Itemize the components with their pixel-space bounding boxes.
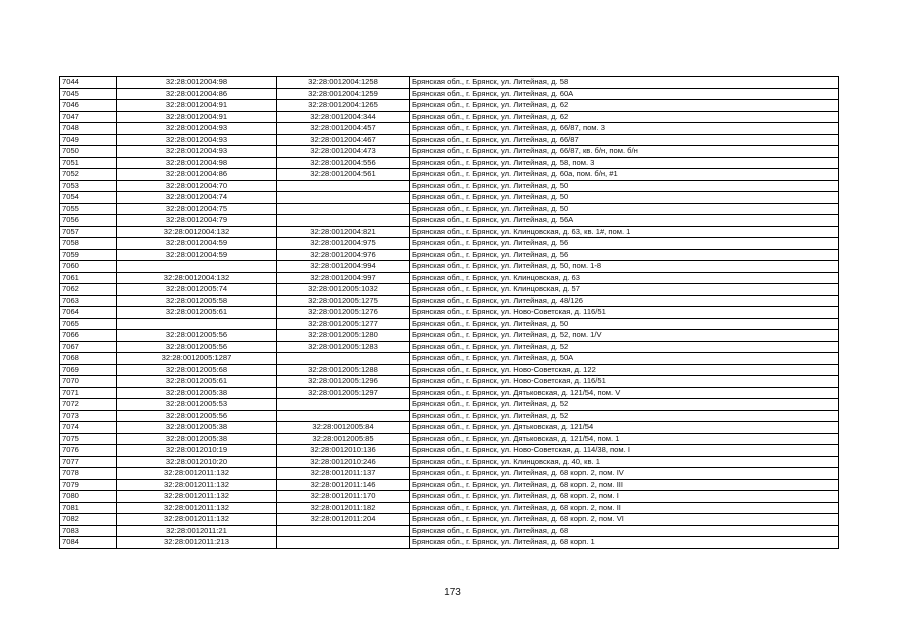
building-number-cell: 32:28:0012011:204 [277, 514, 410, 526]
land-parcel-number-cell: 32:28:0012011:132 [117, 468, 277, 480]
land-parcel-number-cell: 32:28:0012005:38 [117, 387, 277, 399]
address-cell: Брянская обл., г. Брянск, ул. Ново-Советская, д. 116/51 [410, 376, 839, 388]
land-parcel-number-cell: 32:28:0012005:56 [117, 330, 277, 342]
building-number-cell [277, 180, 410, 192]
address-cell: Брянская обл., г. Брянск, ул. Клинцовская, д. 40, кв. 1 [410, 456, 839, 468]
building-number-cell [277, 525, 410, 537]
address-cell: Брянская обл., г. Брянск, ул. Литейная, д. 50 [410, 203, 839, 215]
table-row [60, 100, 839, 112]
row-number-cell: 7073 [60, 410, 117, 422]
page-number: 173 [444, 587, 461, 598]
building-number-cell [277, 537, 410, 549]
building-number-cell: 32:28:0012005:1280 [277, 330, 410, 342]
building-number-cell: 32:28:0012004:561 [277, 169, 410, 181]
address-cell: Брянская обл., г. Брянск, ул. Литейная, д. 52 [410, 399, 839, 411]
row-number-cell: 7080 [60, 491, 117, 503]
table-row [60, 215, 839, 227]
address-cell: Брянская обл., г. Брянск, ул. Литейная, д. 58 [410, 77, 839, 89]
building-number-cell [277, 215, 410, 227]
table-row [60, 330, 839, 342]
address-cell: Брянская обл., г. Брянск, ул. Литейная, д. 60А [410, 88, 839, 100]
land-parcel-number-cell: 32:28:0012004:59 [117, 249, 277, 261]
address-cell: Брянская обл., г. Брянск, ул. Литейная, д. 56 [410, 238, 839, 250]
address-cell: Брянская обл., г. Брянск, ул. Литейная, д. 50 [410, 318, 839, 330]
land-parcel-number-cell: 32:28:0012005:56 [117, 410, 277, 422]
row-number-cell: 7054 [60, 192, 117, 204]
address-cell: Брянская обл., г. Брянск, ул. Литейная, д. 52 [410, 341, 839, 353]
building-number-cell: 32:28:0012005:1288 [277, 364, 410, 376]
land-parcel-number-cell: 32:28:0012004:132 [117, 226, 277, 238]
address-cell: Брянская обл., г. Брянск, ул. Литейная, д. 50, пом. 1-8 [410, 261, 839, 273]
address-cell: Брянская обл., г. Брянск, ул. Литейная, д. 58, пом. 3 [410, 157, 839, 169]
building-number-cell: 32:28:0012004:976 [277, 249, 410, 261]
building-number-cell [277, 399, 410, 411]
address-cell: Брянская обл., г. Брянск, ул. Ново-Советская, д. 116/51 [410, 307, 839, 319]
land-parcel-number-cell: 32:28:0012004:132 [117, 272, 277, 284]
address-cell: Брянская обл., г. Брянск, ул. Литейная, д. 62 [410, 100, 839, 112]
land-parcel-number-cell: 32:28:0012005:61 [117, 376, 277, 388]
land-parcel-number-cell: 32:28:0012004:70 [117, 180, 277, 192]
table-row [60, 353, 839, 365]
land-parcel-number-cell: 32:28:0012005:68 [117, 364, 277, 376]
building-number-cell: 32:28:0012011:170 [277, 491, 410, 503]
building-number-cell: 32:28:0012004:457 [277, 123, 410, 135]
land-parcel-number-cell: 32:28:0012004:91 [117, 111, 277, 123]
building-number-cell: 32:28:0012004:1259 [277, 88, 410, 100]
address-cell: Брянская обл., г. Брянск, ул. Литейная, д. 66/87, кв. б/н, пом. б/н [410, 146, 839, 158]
land-parcel-number-cell: 32:28:0012004:86 [117, 169, 277, 181]
table-row [60, 77, 839, 89]
table-row [60, 364, 839, 376]
address-cell: Брянская обл., г. Брянск, ул. Литейная, д. 52, пом. 1/V [410, 330, 839, 342]
row-number-cell: 7074 [60, 422, 117, 434]
address-cell: Брянская обл., г. Брянск, ул. Литейная, д. 68 корп. 1 [410, 537, 839, 549]
row-number-cell: 7058 [60, 238, 117, 250]
address-cell: Брянская обл., г. Брянск, ул. Клинцовская, д. 63 [410, 272, 839, 284]
building-number-cell: 32:28:0012005:1275 [277, 295, 410, 307]
address-cell: Брянская обл., г. Брянск, ул. Литейная, д. 56А [410, 215, 839, 227]
table-row [60, 88, 839, 100]
building-number-cell: 32:28:0012011:137 [277, 468, 410, 480]
row-number-cell: 7047 [60, 111, 117, 123]
table-row [60, 468, 839, 480]
building-number-cell [277, 353, 410, 365]
building-number-cell: 32:28:0012011:146 [277, 479, 410, 491]
row-number-cell: 7057 [60, 226, 117, 238]
row-number-cell: 7075 [60, 433, 117, 445]
table-row [60, 410, 839, 422]
address-cell: Брянская обл., г. Брянск, ул. Литейная, д. 68 корп. 2, пом. IV [410, 468, 839, 480]
building-number-cell: 32:28:0012004:994 [277, 261, 410, 273]
row-number-cell: 7079 [60, 479, 117, 491]
row-number-cell: 7072 [60, 399, 117, 411]
row-number-cell: 7071 [60, 387, 117, 399]
table-row [60, 537, 839, 549]
row-number-cell: 7078 [60, 468, 117, 480]
address-cell: Брянская обл., г. Брянск, ул. Клинцовская, д. 63, кв. 1#, пом. 1 [410, 226, 839, 238]
row-number-cell: 7051 [60, 157, 117, 169]
row-number-cell: 7076 [60, 445, 117, 457]
table-row [60, 341, 839, 353]
row-number-cell: 7046 [60, 100, 117, 112]
address-cell: Брянская обл., г. Брянск, ул. Литейная, д. 50 [410, 180, 839, 192]
land-parcel-number-cell: 32:28:0012004:79 [117, 215, 277, 227]
address-cell: Брянская обл., г. Брянск, ул. Литейная, д. 68 корп. 2, пом. VI [410, 514, 839, 526]
address-cell: Брянская обл., г. Брянск, ул. Дятьковская, д. 121/54, пом. 1 [410, 433, 839, 445]
land-parcel-number-cell: 32:28:0012004:98 [117, 77, 277, 89]
building-number-cell: 32:28:0012005:1296 [277, 376, 410, 388]
row-number-cell: 7067 [60, 341, 117, 353]
land-parcel-number-cell: 32:28:0012004:59 [117, 238, 277, 250]
address-cell: Брянская обл., г. Брянск, ул. Дятьковская, д. 121/54, пом. V [410, 387, 839, 399]
land-parcel-number-cell: 32:28:0012011:213 [117, 537, 277, 549]
land-parcel-number-cell: 32:28:0012010:20 [117, 456, 277, 468]
land-parcel-number-cell: 32:28:0012005:61 [117, 307, 277, 319]
table-row [60, 111, 839, 123]
table-row [60, 387, 839, 399]
table-row [60, 433, 839, 445]
table-row [60, 226, 839, 238]
building-number-cell: 32:28:0012005:84 [277, 422, 410, 434]
table-row [60, 157, 839, 169]
address-cell: Брянская обл., г. Брянск, ул. Литейная, д. 62 [410, 111, 839, 123]
table-row [60, 146, 839, 158]
row-number-cell: 7050 [60, 146, 117, 158]
table-row [60, 491, 839, 503]
building-number-cell: 32:28:0012004:467 [277, 134, 410, 146]
building-number-cell: 32:28:0012004:344 [277, 111, 410, 123]
building-number-cell [277, 203, 410, 215]
building-number-cell: 32:28:0012005:1283 [277, 341, 410, 353]
land-parcel-number-cell: 32:28:0012004:93 [117, 134, 277, 146]
table-row [60, 399, 839, 411]
address-cell: Брянская обл., г. Брянск, ул. Литейная, д. 56 [410, 249, 839, 261]
land-parcel-number-cell: 32:28:0012011:132 [117, 514, 277, 526]
row-number-cell: 7077 [60, 456, 117, 468]
table-row [60, 307, 839, 319]
land-parcel-number-cell: 32:28:0012005:53 [117, 399, 277, 411]
table-row [60, 318, 839, 330]
address-cell: Брянская обл., г. Брянск, ул. Ново-Советская, д. 122 [410, 364, 839, 376]
address-cell: Брянская обл., г. Брянск, ул. Литейная, д. 60а, пом. б/н, #1 [410, 169, 839, 181]
land-parcel-number-cell: 32:28:0012004:74 [117, 192, 277, 204]
table-row [60, 502, 839, 514]
table-row [60, 272, 839, 284]
address-cell: Брянская обл., г. Брянск, ул. Литейная, д. 50А [410, 353, 839, 365]
address-cell: Брянская обл., г. Брянск, ул. Литейная, д. 66/87, пом. 3 [410, 123, 839, 135]
land-parcel-number-cell: 32:28:0012004:75 [117, 203, 277, 215]
address-cell: Брянская обл., г. Брянск, ул. Литейная, д. 68 [410, 525, 839, 537]
address-cell: Брянская обл., г. Брянск, ул. Литейная, д. 50 [410, 192, 839, 204]
row-number-cell: 7081 [60, 502, 117, 514]
row-number-cell: 7083 [60, 525, 117, 537]
building-number-cell: 32:28:0012004:556 [277, 157, 410, 169]
land-parcel-number-cell: 32:28:0012005:74 [117, 284, 277, 296]
row-number-cell: 7045 [60, 88, 117, 100]
building-number-cell: 32:28:0012004:1265 [277, 100, 410, 112]
table-row [60, 192, 839, 204]
land-parcel-number-cell: 32:28:0012005:38 [117, 433, 277, 445]
table-row [60, 456, 839, 468]
building-number-cell [277, 410, 410, 422]
row-number-cell: 7052 [60, 169, 117, 181]
row-number-cell: 7056 [60, 215, 117, 227]
row-number-cell: 7065 [60, 318, 117, 330]
row-number-cell: 7049 [60, 134, 117, 146]
row-number-cell: 7048 [60, 123, 117, 135]
land-parcel-number-cell: 32:28:0012004:86 [117, 88, 277, 100]
table-row [60, 445, 839, 457]
table-row [60, 261, 839, 273]
table-row [60, 284, 839, 296]
row-number-cell: 7059 [60, 249, 117, 261]
building-number-cell: 32:28:0012004:975 [277, 238, 410, 250]
building-number-cell [277, 192, 410, 204]
row-number-cell: 7068 [60, 353, 117, 365]
land-parcel-number-cell: 32:28:0012010:19 [117, 445, 277, 457]
land-parcel-number-cell: 32:28:0012011:21 [117, 525, 277, 537]
table-row [60, 295, 839, 307]
row-number-cell: 7053 [60, 180, 117, 192]
building-number-cell: 32:28:0012005:85 [277, 433, 410, 445]
land-parcel-number-cell: 32:28:0012011:132 [117, 502, 277, 514]
row-number-cell: 7044 [60, 77, 117, 89]
land-parcel-number-cell [117, 318, 277, 330]
address-cell: Брянская обл., г. Брянск, ул. Дятьковская, д. 121/54 [410, 422, 839, 434]
address-cell: Брянская обл., г. Брянск, ул. Клинцовская, д. 57 [410, 284, 839, 296]
land-parcel-number-cell: 32:28:0012011:132 [117, 491, 277, 503]
row-number-cell: 7060 [60, 261, 117, 273]
address-cell: Брянская обл., г. Брянск, ул. Литейная, д. 66/87 [410, 134, 839, 146]
table-row [60, 169, 839, 181]
building-number-cell: 32:28:0012010:136 [277, 445, 410, 457]
building-number-cell: 32:28:0012005:1297 [277, 387, 410, 399]
row-number-cell: 7084 [60, 537, 117, 549]
table-row [60, 203, 839, 215]
table-body [60, 77, 839, 549]
row-number-cell: 7066 [60, 330, 117, 342]
building-number-cell: 32:28:0012005:1277 [277, 318, 410, 330]
building-number-cell: 32:28:0012010:246 [277, 456, 410, 468]
table-row [60, 479, 839, 491]
table-row [60, 123, 839, 135]
row-number-cell: 7055 [60, 203, 117, 215]
land-parcel-number-cell: 32:28:0012005:56 [117, 341, 277, 353]
address-cell: Брянская обл., г. Брянск, ул. Литейная, д. 68 корп. 2, пом. III [410, 479, 839, 491]
land-parcel-number-cell: 32:28:0012004:91 [117, 100, 277, 112]
land-parcel-number-cell: 32:28:0012005:38 [117, 422, 277, 434]
table-row [60, 134, 839, 146]
building-number-cell: 32:28:0012004:473 [277, 146, 410, 158]
land-parcel-number-cell: 32:28:0012005:58 [117, 295, 277, 307]
building-number-cell: 32:28:0012004:821 [277, 226, 410, 238]
table-row [60, 514, 839, 526]
row-number-cell: 7061 [60, 272, 117, 284]
table-row [60, 376, 839, 388]
building-number-cell: 32:28:0012004:1258 [277, 77, 410, 89]
row-number-cell: 7070 [60, 376, 117, 388]
land-parcel-number-cell [117, 261, 277, 273]
land-parcel-number-cell: 32:28:0012011:132 [117, 479, 277, 491]
land-parcel-number-cell: 32:28:0012005:1287 [117, 353, 277, 365]
address-cell: Брянская обл., г. Брянск, ул. Ново-Советская, д. 114/38, пом. I [410, 445, 839, 457]
building-number-cell: 32:28:0012005:1276 [277, 307, 410, 319]
row-number-cell: 7064 [60, 307, 117, 319]
address-cell: Брянская обл., г. Брянск, ул. Литейная, д. 68 корп. 2, пом. II [410, 502, 839, 514]
row-number-cell: 7063 [60, 295, 117, 307]
land-parcel-number-cell: 32:28:0012004:98 [117, 157, 277, 169]
table-row [60, 180, 839, 192]
land-parcel-number-cell: 32:28:0012004:93 [117, 123, 277, 135]
cadastral-table [59, 76, 839, 549]
address-cell: Брянская обл., г. Брянск, ул. Литейная, д. 68 корп. 2, пом. I [410, 491, 839, 503]
building-number-cell: 32:28:0012011:182 [277, 502, 410, 514]
building-number-cell: 32:28:0012005:1032 [277, 284, 410, 296]
address-cell: Брянская обл., г. Брянск, ул. Литейная, д. 52 [410, 410, 839, 422]
row-number-cell: 7069 [60, 364, 117, 376]
row-number-cell: 7062 [60, 284, 117, 296]
land-parcel-number-cell: 32:28:0012004:93 [117, 146, 277, 158]
building-number-cell: 32:28:0012004:997 [277, 272, 410, 284]
address-cell: Брянская обл., г. Брянск, ул. Литейная, д. 48/126 [410, 295, 839, 307]
table-row [60, 249, 839, 261]
table-row [60, 238, 839, 250]
table-row [60, 422, 839, 434]
table-row [60, 525, 839, 537]
row-number-cell: 7082 [60, 514, 117, 526]
